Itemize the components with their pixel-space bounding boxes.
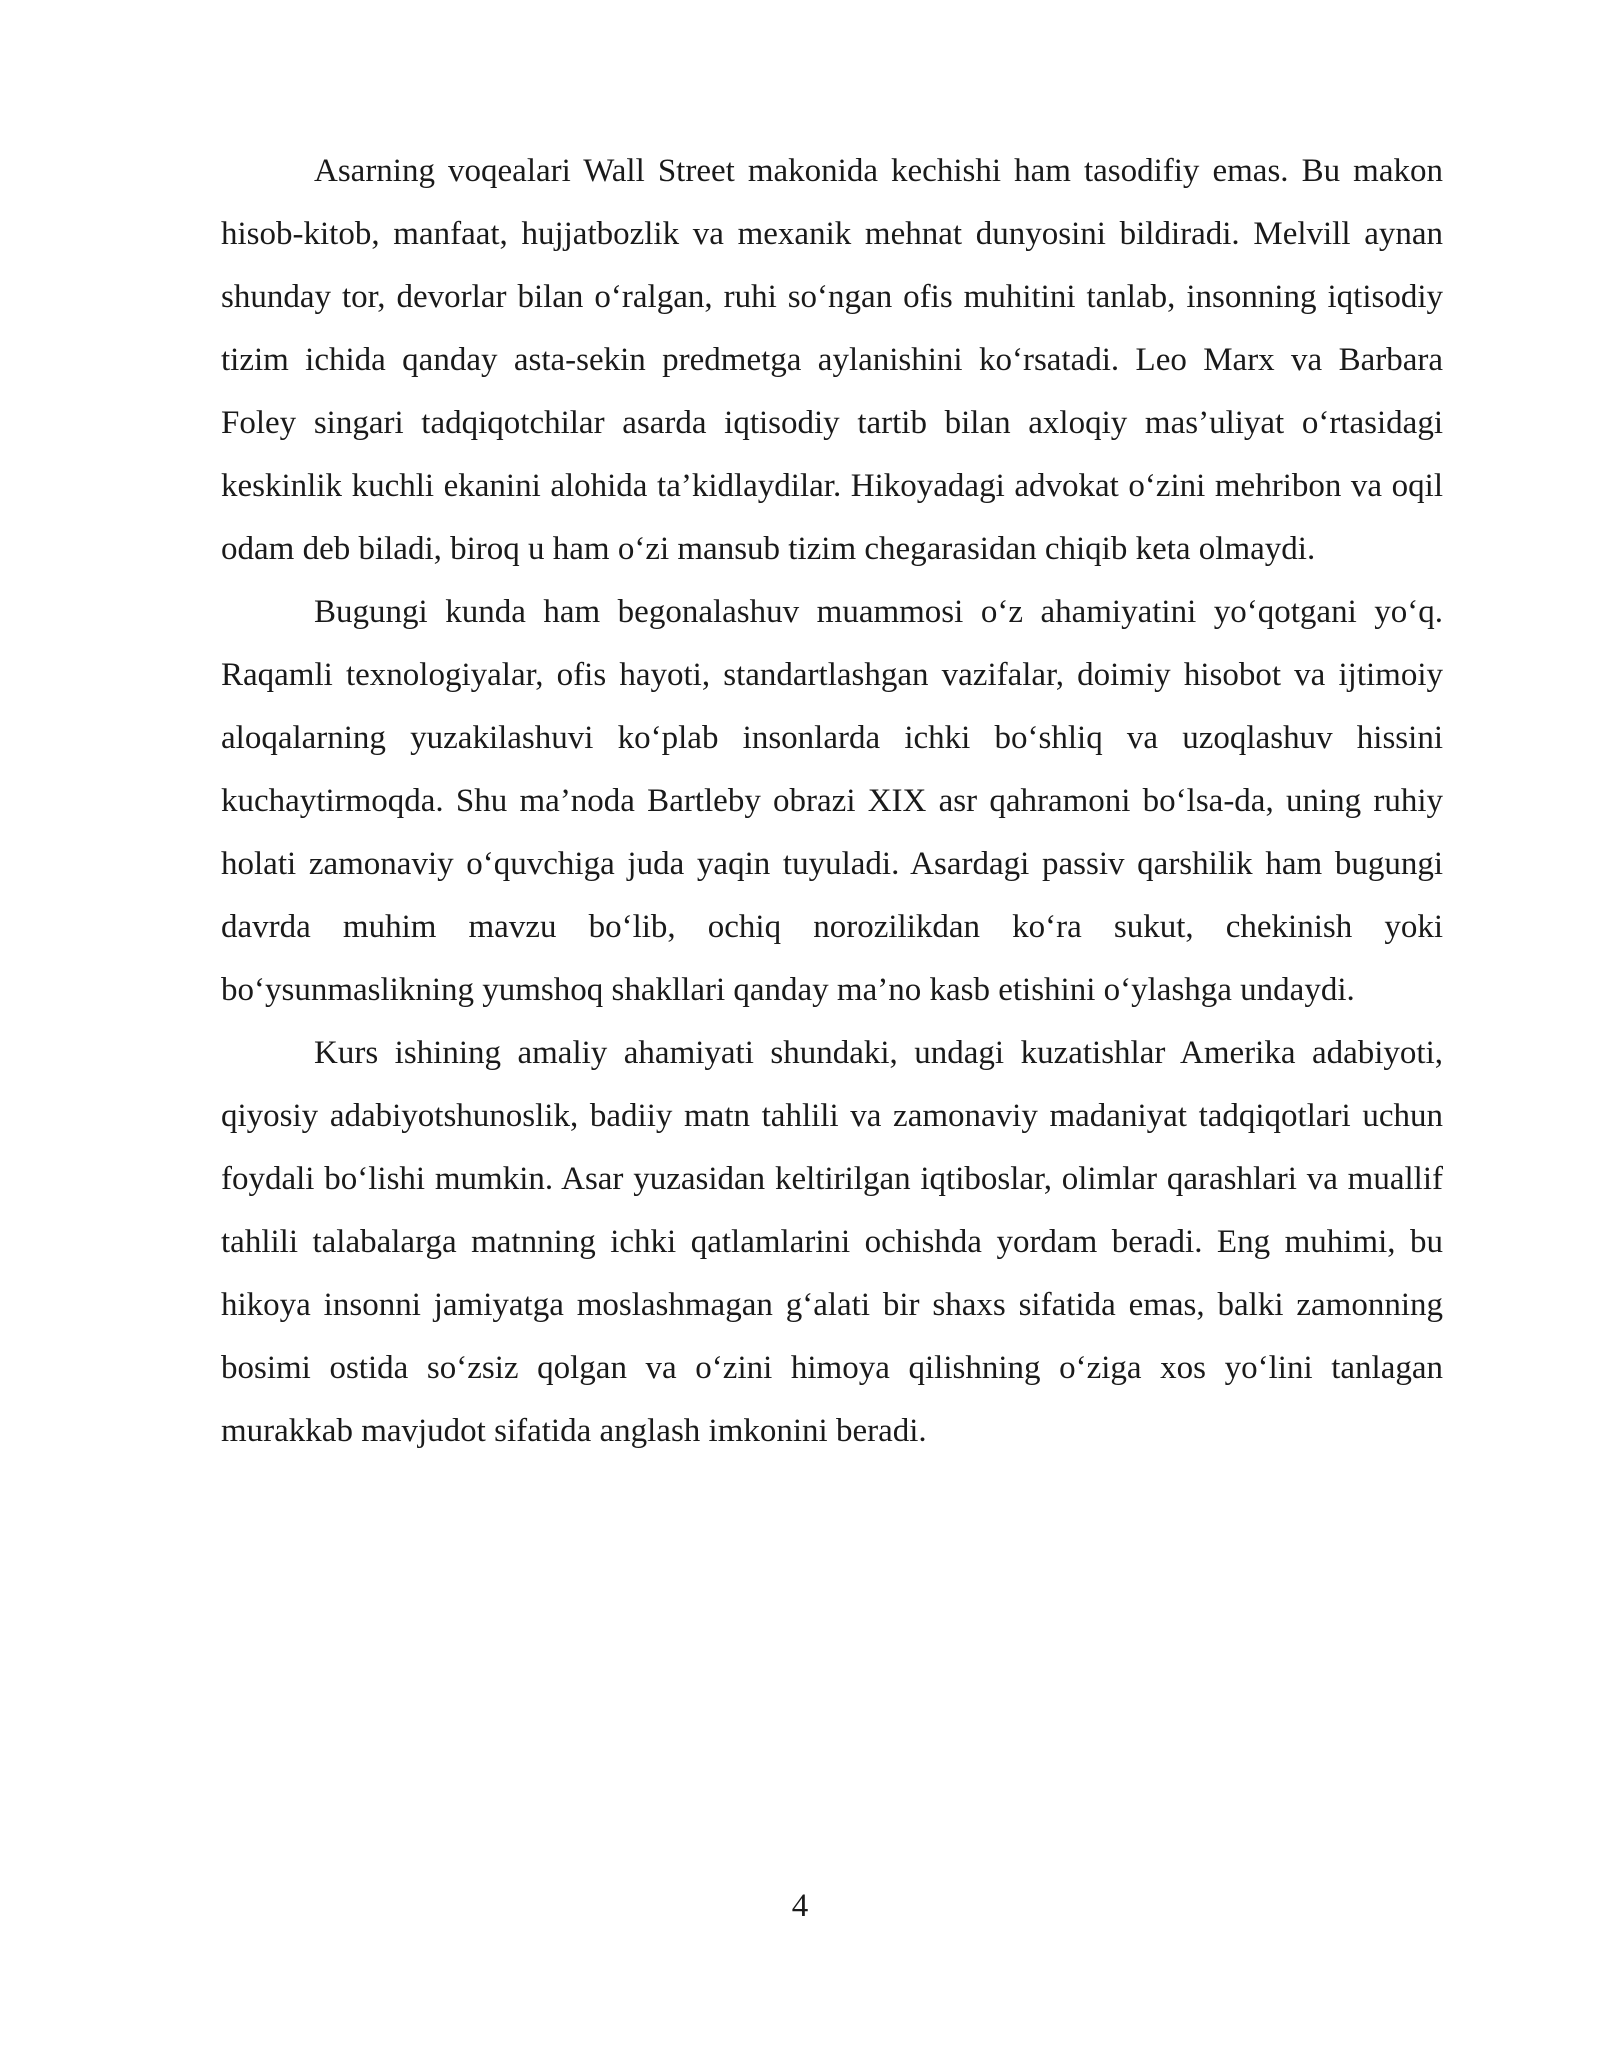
body-text xyxy=(221,140,1443,1463)
paragraph-3: Kurs ishining amaliy ahamiyati shundaki, undagi kuzatishlar Amerika adabiyoti, qiyosiy adabiyotshunoslik, badiiy matn tahlili va zamonaviy madaniyat tadqiqotlari uchun foydali bo‘lishi mumkin. Asar yuzasidan keltirilgan iqtiboslar, olimlar qarashlari va muallif tahlili talabalarga matnning ichki qatlamlarini ochishda yordam beradi. Eng muhimi, bu hikoya insonni jamiyatga moslashmagan g‘alati bir shaxs sifatida emas, balki zamonning bosimi ostida so‘zsiz qolgan va o‘zini himoya qilishning o‘ziga xos yo‘lini tanlagan murakkab mavjudot sifatida anglash imkonini beradi. xyxy=(221,1035,1443,1449)
paragraph-1: Asarning voqealari Wall Street makonida kechishi ham tasodifiy emas. Bu makon hisob-kitob, manfaat, hujjatbozlik va mexanik mehnat dunyosini bildiradi. Melvill aynan shunday tor, devorlar bilan o‘ralgan, ruhi so‘ngan ofis muhitini tanlab, insonning iqtisodiy tizim ichida qanday asta-sekin predmetga aylanishini ko‘rsatadi. Leo Marx va Barbara Foley singari tadqiqotchilar asarda iqtisodiy tartib bilan axloqiy mas’uliyat o‘rtasidagi keskinlik kuchli ekanini alohida ta’kidlaydilar. Hikoyadagi advokat o‘zini mehribon va oqil odam deb biladi, biroq u ham o‘zi mansub tizim chegarasidan chiqib keta olmaydi. xyxy=(221,153,1443,567)
page-number: 4 xyxy=(791,1888,809,1924)
paragraph-2: Bugungi kunda ham begonalashuv muammosi o‘z ahamiyatini yo‘qotgani yo‘q. Raqamli texnologiyalar, ofis hayoti, standartlashgan vazifalar, doimiy hisobot va ijtimoiy aloqalarning yuzakilashuvi ko‘plab insonlarda ichki bo‘shliq va uzoqlashuv hissini kuchaytirmoqda. Shu ma’noda Bartleby obrazi XIX asr qahramoni bo‘lsa-da, uning ruhiy holati zamonaviy o‘quvchiga juda yaqin tuyuladi. Asardagi passiv qarshilik ham bugungi davrda muhim mavzu bo‘lib, ochiq norozilikdan ko‘ra sukut, chekinish yoki bo‘ysunmaslikning yumshoq shakllari qanday ma’no kasb etishini o‘ylashga undaydi. xyxy=(221,594,1443,1008)
